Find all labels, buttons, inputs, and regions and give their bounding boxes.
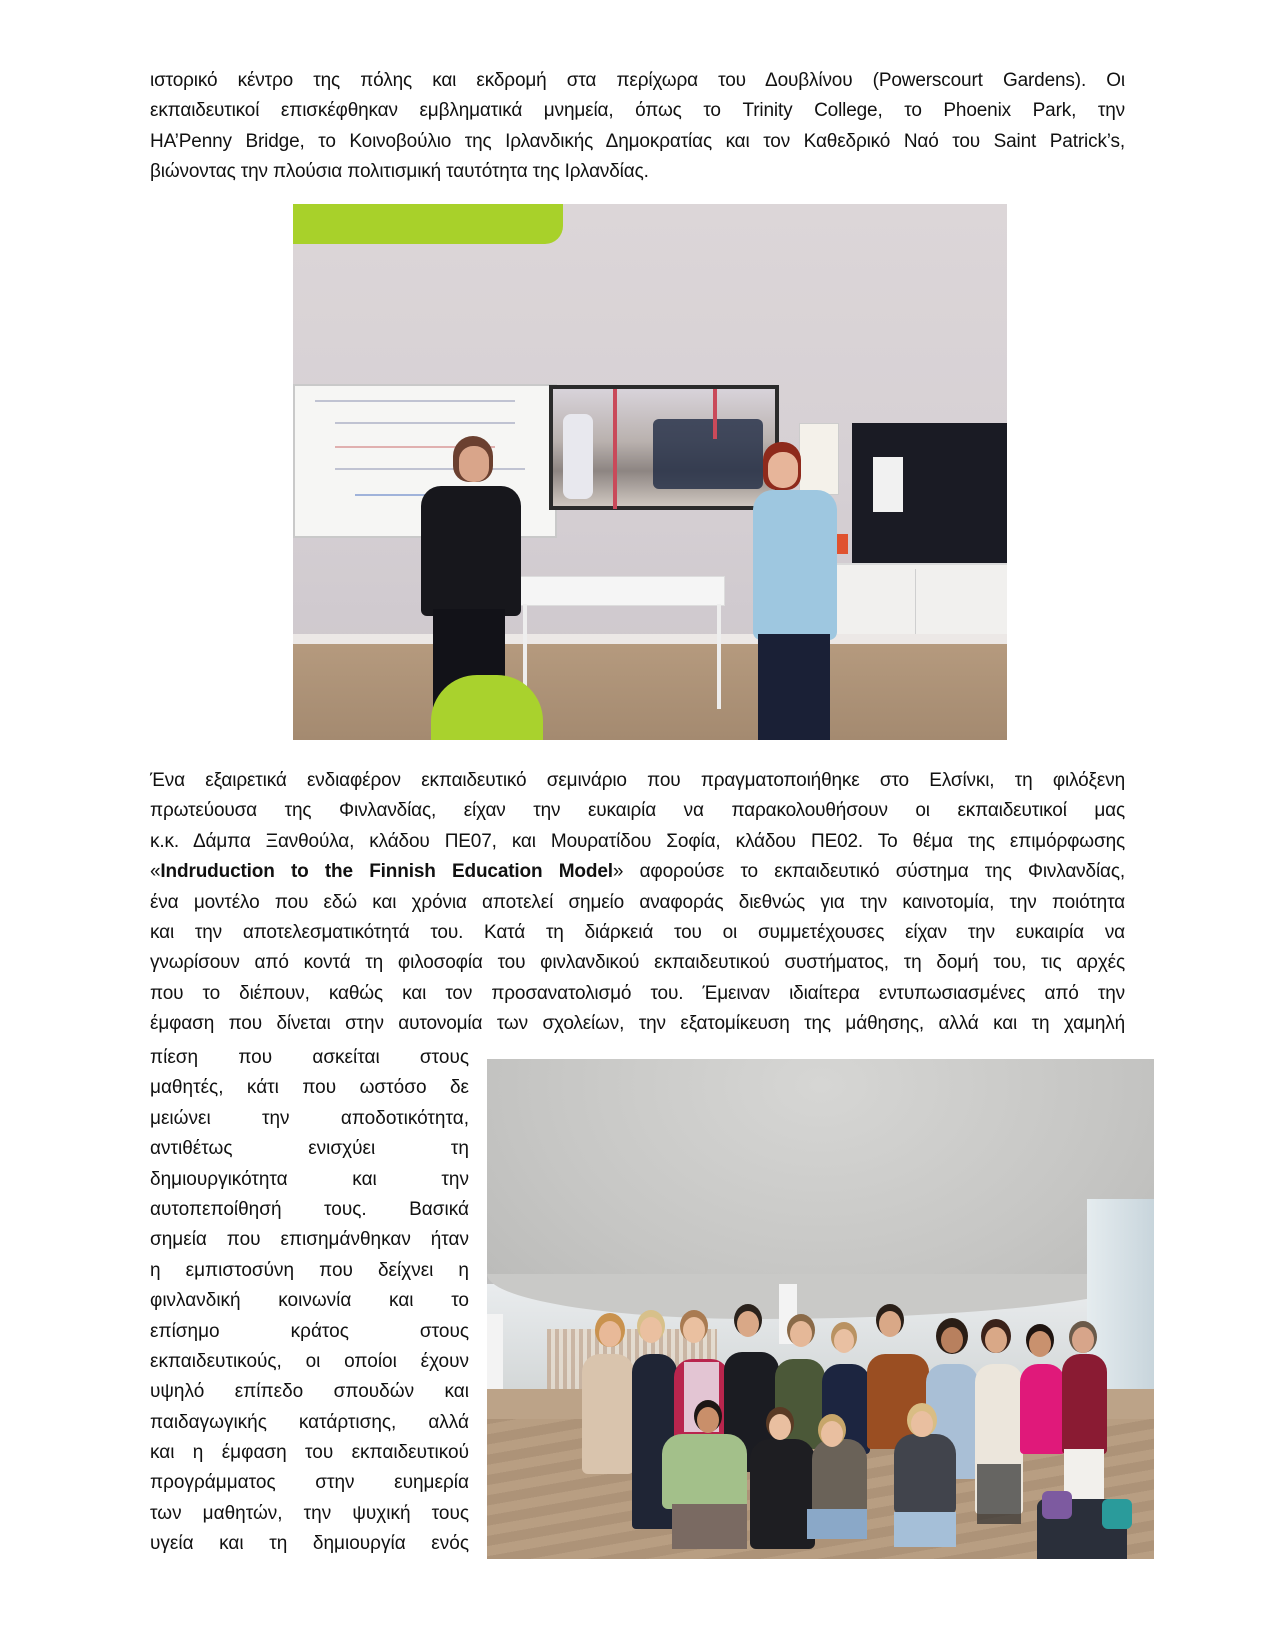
text-line: και την αποτελεσματικότητά του. Κατά τη διάρκειά του οι συμμετέχουσες είχαν την ευκαιρία να [150,921,1125,943]
text-line: αυτοπεποίθησή τους. Βασικά [150,1198,469,1220]
tv-screen [549,385,779,510]
text-line: δημιουργικότητα και την [150,1168,469,1190]
seminar-title: Indruduction to the Finnish Education Model [160,861,613,883]
floor [293,644,1007,740]
text-line: και η έμφαση του εκπαιδευτικού [150,1442,469,1464]
text-line: προγράμματος στην ευημερία [150,1472,469,1494]
text-line: η εμπιστοσύνη που δείχνει η [150,1259,469,1281]
text-line: πίεση που ασκείται στους [150,1047,469,1068]
text-line: επίσημο κράτος στους [150,1320,469,1342]
group-photo [487,1059,1154,1559]
text-line: εκπαιδευτικοί επισκέφθηκαν εμβληματικά μνημεία, όπως το Trinity College, το Phoenix Park, την [150,100,1125,122]
green-pipe [293,204,563,244]
intro-paragraph [150,66,1125,188]
text-line: βιώνοντας την πλούσια πολιτισμική ταυτότητα της Ιρλανδίας. [150,161,649,183]
text-line: των μαθητών, την ψυχική τους [150,1502,469,1524]
text-line: ιστορικό κέντρο της πόλης και εκδρομή στα περίχωρα του Δουβλίνου (Powerscourt Gardens). Οι [150,70,1125,91]
text-line: γνωρίσουν από κοντά τη φιλοσοφία του φινλανδικού εκπαιδευτικού συστήματος, τη δομή του, τις αρχές [150,952,1125,974]
poster [799,423,839,495]
text-line: ένα μοντέλο που εδώ και χρόνια αποτελεί σημείο αναφοράς διεθνώς για την καινοτομία, την ποιότητα [150,891,1125,913]
text-line: μαθητές, κάτι που ωστόσο δε [150,1077,469,1099]
helsinki-paragraph [150,766,1125,1040]
text-line: που το διέπουν, καθώς και τον προσανατολισμό του. Έμειναν ιδιαίτερα εντυπωσιασμένες από την [150,982,1125,1004]
text-line: Ένα εξαιρετικά ενδιαφέρον εκπαιδευτικό σεμινάριο που πραγματοποιήθηκε στο Ελσίνκι, τη φιλόξενη [150,770,1125,791]
green-chair [431,675,543,740]
text-line: υγεία και τη δημιουργία ενός [150,1533,469,1555]
text-line: HA’Penny Bridge, το Κοινοβούλιο της Ιρλανδικής Δημοκρατίας και τον Καθεδρικό Ναό του Saint Patrick’s, [150,130,1125,152]
narrow-text-column [150,1043,469,1560]
seminar-title-line: «Indruduction to the Finnish Education Model» αφορούσε το εκπαιδευτικό σύστημα της Φινλανδίας, [150,861,1125,883]
text-line: μειώνει την αποδοτικότητα, [150,1107,469,1129]
text-line: παιδαγωγικής κατάρτισης, αλλά [150,1411,469,1433]
text-line: υψηλό επίπεδο σπουδών και [150,1381,469,1403]
group-kneeling [662,1434,972,1559]
text-line: έμφαση που δίνεται στην αυτονομία των σχολείων, την εξατομίκευση της μάθησης, αλλά και τη χαμηλή [150,1013,1125,1035]
text-line: εκπαιδευτικούς, οι οποίοι έχουν [150,1350,469,1372]
text-line: φινλανδική κοινωνία και το [150,1290,469,1312]
classroom-photo [293,204,1007,740]
text-line: κ.κ. Δάμπα Ξανθούλα, κλάδου ΠΕ07, και Μουρατίδου Σοφία, κλάδου ΠΕ02. Το θέμα της επιμόρφωσης [150,830,1125,852]
text-line: αντιθέτως ενισχύει τη [150,1138,469,1160]
table [520,576,725,606]
text-line: σημεία που επισημάνθηκαν ήταν [150,1229,469,1251]
text-line: πρωτεύουσα της Φινλανδίας, είχαν την ευκαιρία να παρακολουθήσουν οι εκπαιδευτικοί μας [150,800,1125,822]
